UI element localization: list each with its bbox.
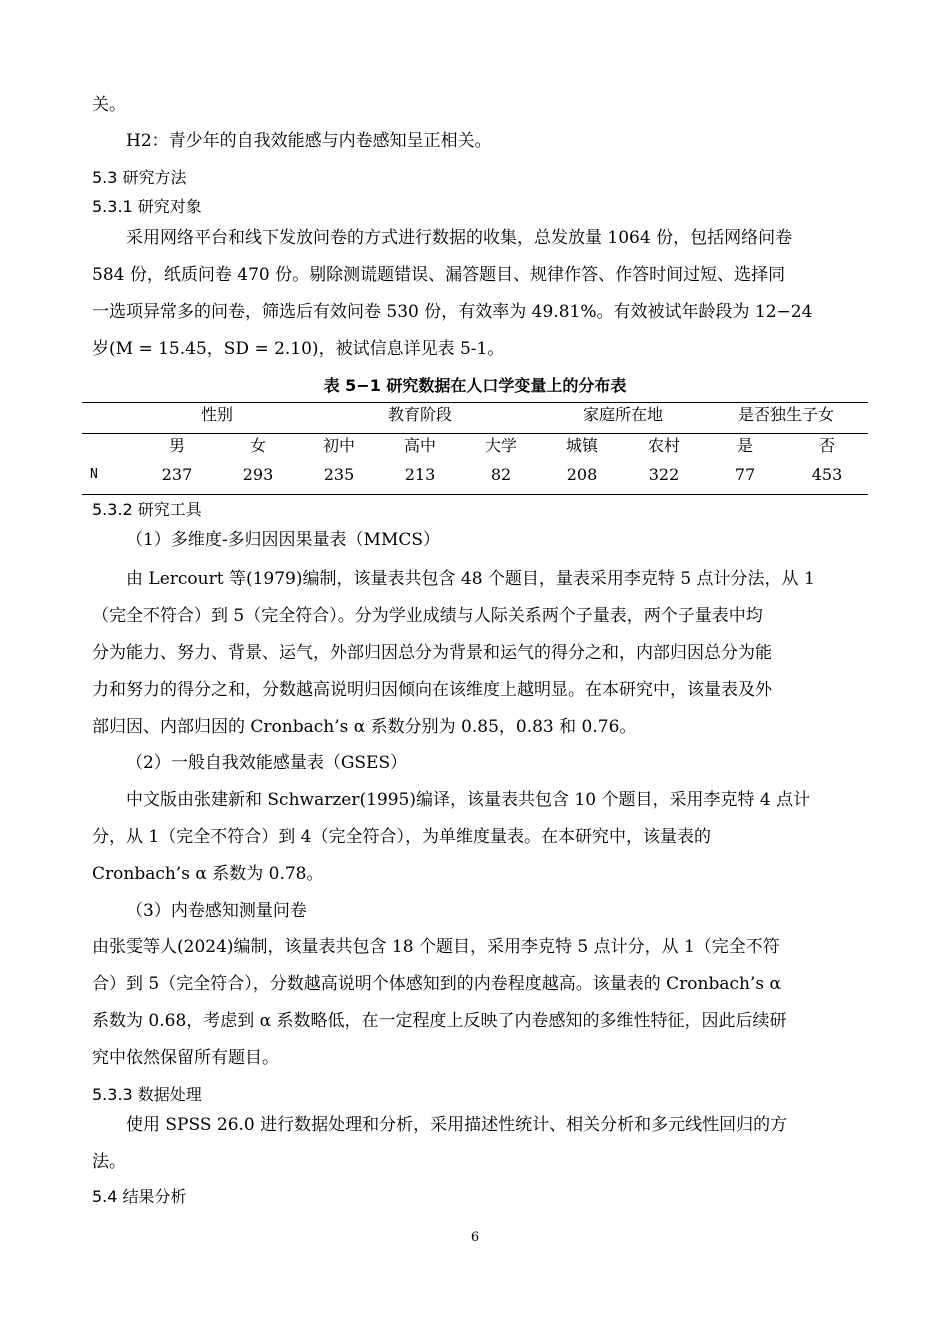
subheader-junior-high: 初中 [322, 436, 356, 455]
paragraph-line: 部归因、内部归因的 Cronbach’s α 系数分别为 0.85，0.83 和 0.76。 [92, 717, 637, 737]
page-number: 6 [470, 1230, 480, 1245]
subheader-senior-high: 高中 [403, 436, 437, 455]
paragraph-line: 分，从 1（完全不符合）到 4（完全符合），为单维度量表。在本研究中，该量表的 [92, 827, 711, 847]
section-heading-5-4: 5.4 结果分析 [92, 1187, 187, 1206]
paragraph-line: Cronbach’s α 系数为 0.78。 [92, 864, 324, 884]
table-cell: 237 [161, 465, 193, 484]
table-cell: 322 [648, 465, 680, 484]
table-cell: 235 [323, 465, 355, 484]
table-cell: 208 [566, 465, 598, 484]
paragraph-line: 力和努力的得分之和，分数越高说明归因倾向在该维度上越明显。在本研究中，该量表及外 [92, 680, 772, 700]
section-heading-5-3-2: 5.3.2 研究工具 [92, 500, 202, 519]
group-header-only-child: 是否独生子女 [737, 405, 835, 424]
paragraph-line: 关。 [92, 95, 126, 115]
paragraph-line: 岁(M = 15.45，SD = 2.10)，被试信息详见表 5-1。 [92, 339, 505, 359]
paragraph-line: （完全不符合）到 5（完全符合）。分为学业成绩与人际关系两个子量表，两个子量表中均 [92, 606, 763, 626]
table-cell: 77 [734, 465, 756, 484]
subheader-yes: 是 [736, 436, 754, 455]
paragraph-line: 一选项异常多的问卷，筛选后有效问卷 530 份，有效率为 49.81%。有效被试年龄段为 12−24 [92, 302, 813, 322]
table-cell: 82 [490, 465, 512, 484]
section-heading-5-3-3: 5.3.3 数据处理 [92, 1085, 202, 1104]
paragraph-line: 系数为 0.68，考虑到 α 系数略低，在一定程度上反映了内卷感知的多维性特征，因此后续研 [92, 1011, 787, 1031]
paragraph-line: 究中依然保留所有题目。 [92, 1048, 279, 1068]
demographics-table [82, 402, 868, 496]
paragraph-line: 由 Lercourt 等(1979)编制，该量表共包含 48 个题目，量表采用李克特 5 点计分法，从 1 [126, 569, 815, 589]
table-bottom-rule [82, 494, 868, 495]
table-mid-rule [82, 433, 868, 434]
subsection-involution: （3）内卷感知测量问卷 [126, 901, 307, 921]
subsection-mmcs: （1）多维度-多归因因果量表（MMCS） [126, 530, 441, 550]
table-cell: 213 [404, 465, 436, 484]
subsection-gses: （2）一般自我效能感量表（GSES） [126, 753, 408, 773]
table-cell: 293 [242, 465, 274, 484]
subheader-no: 否 [818, 436, 836, 455]
hypothesis-h2: H2：青少年的自我效能感与内卷感知呈正相关。 [126, 131, 492, 151]
table-caption: 表 5−1 研究数据在人口学变量上的分布表 [323, 376, 627, 395]
group-header-education: 教育阶段 [387, 405, 453, 424]
subheader-urban: 城镇 [565, 436, 599, 455]
subheader-female: 女 [249, 436, 267, 455]
table-cell: 453 [811, 465, 843, 484]
paragraph-line: 由张雯等人(2024)编制，该量表共包含 18 个题目，采用李克特 5 点计分，从 1（完全不符 [92, 937, 780, 957]
paragraph-line: 合）到 5（完全符合），分数越高说明个体感知到的内卷程度越高。该量表的 Cronbach’s α [92, 974, 781, 994]
subheader-university: 大学 [484, 436, 518, 455]
section-heading-5-3: 5.3 研究方法 [92, 168, 187, 187]
paragraph-line: 分为能力、努力、背景、运气，外部归因总分为背景和运气的得分之和，内部归因总分为能 [92, 643, 772, 663]
section-heading-5-3-1: 5.3.1 研究对象 [92, 197, 202, 216]
group-header-residence: 家庭所在地 [582, 405, 664, 424]
paragraph-line: 584 份，纸质问卷 470 份。剔除测谎题错误、漏答题目、规律作答、作答时间过短、选择同 [92, 265, 786, 285]
paragraph-line: 法。 [92, 1152, 126, 1172]
table-top-rule [82, 402, 868, 403]
paragraph-line: 使用 SPSS 26.0 进行数据处理和分析，采用描述性统计、相关分析和多元线性回归的方 [126, 1115, 788, 1135]
paragraph-line: 中文版由张建新和 Schwarzer(1995)编译，该量表共包含 10 个题目，采用李克特 4 点计 [126, 790, 811, 810]
row-label-n: N [90, 467, 98, 482]
subheader-male: 男 [168, 436, 186, 455]
group-header-gender: 性别 [200, 405, 234, 424]
paragraph-line: 采用网络平台和线下发放问卷的方式进行数据的收集，总发放量 1064 份，包括网络问卷 [126, 228, 793, 248]
subheader-rural: 农村 [647, 436, 681, 455]
